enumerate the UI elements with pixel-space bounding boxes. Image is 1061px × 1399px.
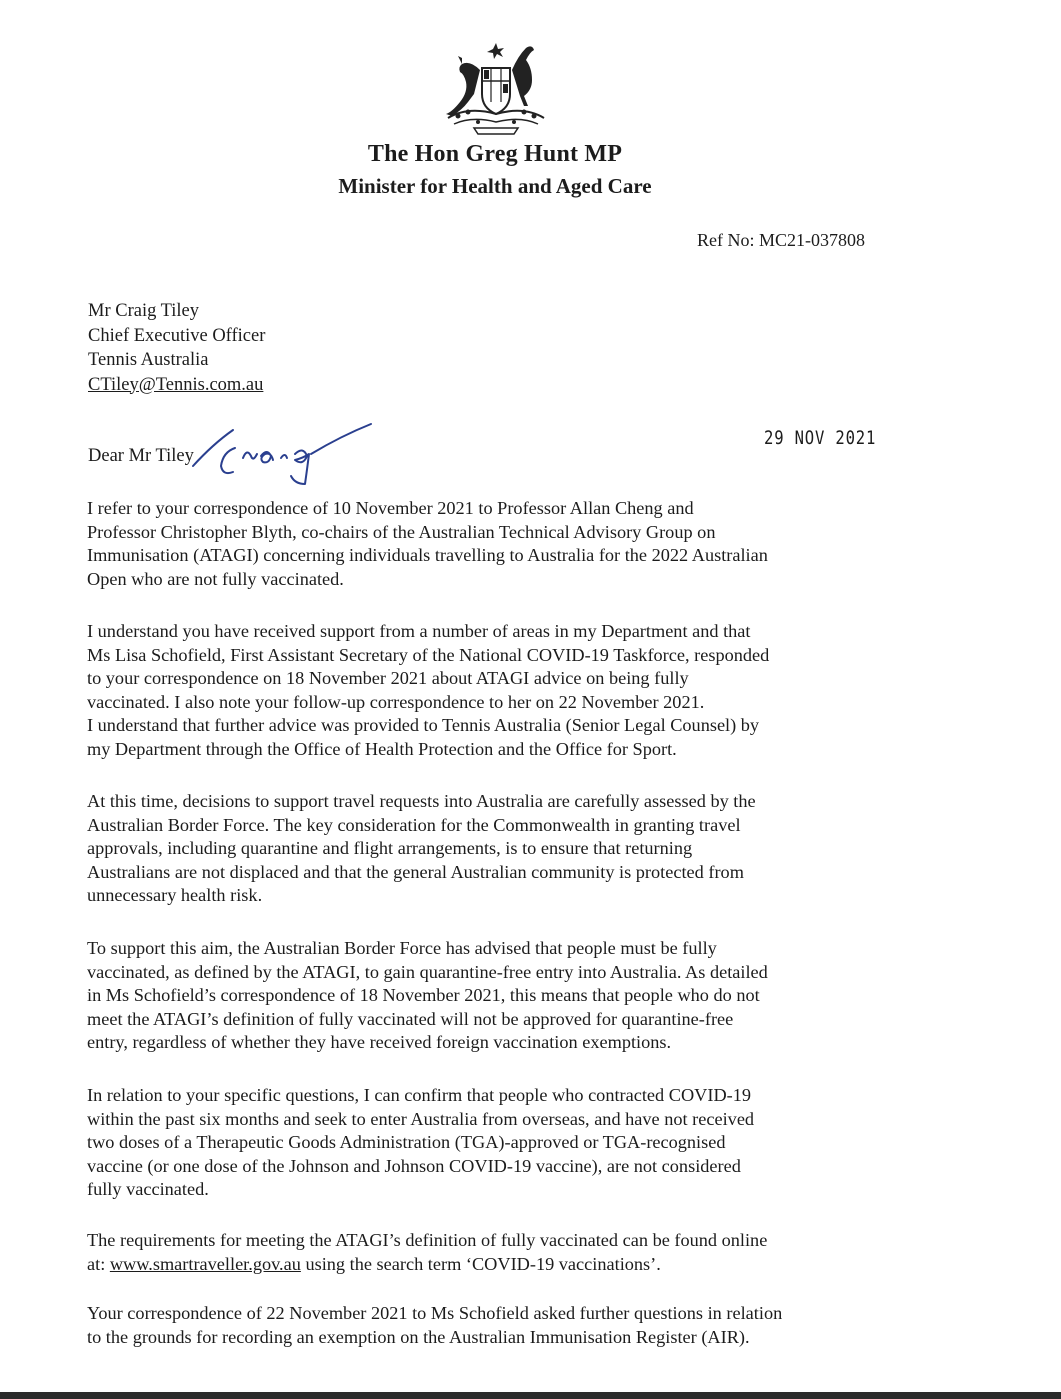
text-line: The requirements for meeting the ATAGI’s definition of fully vaccinated can be found online <box>87 1230 768 1250</box>
recipient-org: Tennis Australia <box>88 350 209 370</box>
recipient-title: Chief Executive Officer <box>88 325 266 346</box>
salutation: Dear Mr Tiley <box>88 446 194 466</box>
text-line <box>87 1253 907 1277</box>
paragraph-1 <box>87 497 907 591</box>
text-line: vaccinated, as defined by the ATAGI, to gain quarantine-free entry into Australia. As detailed <box>87 961 768 982</box>
text-line: I understand you have received support from a number of areas in my Department and that <box>87 621 751 641</box>
text-line: Professor Christopher Blyth, co-chairs of the Australian Technical Advisory Group on <box>87 521 716 542</box>
text-line: Open who are not fully vaccinated. <box>87 568 344 589</box>
text-line: Ms Lisa Schofield, First Assistant Secretary of the National COVID-19 Taskforce, responded <box>87 644 770 665</box>
minister-name: The Hon Greg Hunt MP <box>367 141 623 167</box>
text-line: entry, regardless of whether they have received foreign vaccination exemptions. <box>87 1032 672 1053</box>
text-line: to your correspondence on 18 November 2021 about ATAGI advice on being fully <box>87 668 689 689</box>
minister-role: Minister for Health and Aged Care <box>338 174 652 198</box>
text-line: meet the ATAGI’s definition of fully vaccinated will not be approved for quarantine-free <box>87 1008 734 1029</box>
link-prefix: at: <box>87 1253 110 1274</box>
text-line: At this time, decisions to support travel requests into Australia are carefully assessed by the <box>87 791 756 811</box>
reference-number: Ref No: MC21-037808 <box>697 230 865 250</box>
link-suffix: using the search term ‘COVID-19 vaccinations’. <box>300 1253 661 1274</box>
recipient-address <box>88 299 265 397</box>
text-line: I understand that further advice was provided to Tennis Australia (Senior Legal Counsel) by <box>87 715 760 736</box>
text-line: fully vaccinated. <box>87 1179 209 1200</box>
paragraph-3 <box>87 790 907 908</box>
paragraph-7 <box>87 1302 907 1349</box>
bottom-edge-bar <box>0 1392 1061 1399</box>
smartraveller-link[interactable]: www.smartraveller.gov.au <box>109 1253 301 1274</box>
text-line: within the past six months and seek to enter Australia from overseas, and have not received <box>87 1108 755 1129</box>
date-stamp: 29 NOV 2021 <box>764 427 877 449</box>
text-line: Australians are not displaced and that the general Australian community is protected from <box>87 861 744 882</box>
paragraph-2 <box>87 620 907 762</box>
text-line: I refer to your correspondence of 10 November 2021 to Professor Allan Cheng and <box>87 498 694 518</box>
text-line: two doses of a Therapeutic Goods Administration (TGA)-approved or TGA-recognised <box>87 1132 726 1153</box>
recipient-name: Mr Craig Tiley <box>88 301 200 321</box>
text-line: to the grounds for recording an exemption on the Australian Immunisation Register (AIR). <box>87 1326 750 1347</box>
handwritten-annotation-icon <box>135 418 385 488</box>
coat-of-arms-icon <box>428 40 564 140</box>
text-line: vaccine (or one dose of the Johnson and Johnson COVID-19 vaccine), are not considered <box>87 1155 741 1176</box>
text-line: Immunisation (ATAGI) concerning individuals travelling to Australia for the 2022 Australian <box>87 545 768 566</box>
text-line: Your correspondence of 22 November 2021 to Ms Schofield asked further questions in relation <box>87 1303 783 1323</box>
text-line: in Ms Schofield’s correspondence of 18 November 2021, this means that people who do not <box>87 985 760 1006</box>
text-line: my Department through the Office of Health Protection and the Office for Sport. <box>87 738 677 759</box>
paragraph-4 <box>87 937 907 1055</box>
paragraph-5 <box>87 1084 907 1202</box>
text-line: In relation to your specific questions, I can confirm that people who contracted COVID-19 <box>87 1085 752 1105</box>
text-line: approvals, including quarantine and flight arrangements, is to ensure that returning <box>87 838 693 859</box>
text-line: Australian Border Force. The key consideration for the Commonwealth in granting travel <box>87 814 741 835</box>
text-line: vaccinated. I also note your follow-up correspondence to her on 22 November 2021. <box>87 691 705 712</box>
paragraph-6 <box>87 1229 907 1276</box>
text-line: To support this aim, the Australian Border Force has advised that people must be fully <box>87 938 717 958</box>
text-line: unnecessary health risk. <box>87 885 263 906</box>
recipient-email[interactable]: CTiley@Tennis.com.au <box>88 374 264 395</box>
